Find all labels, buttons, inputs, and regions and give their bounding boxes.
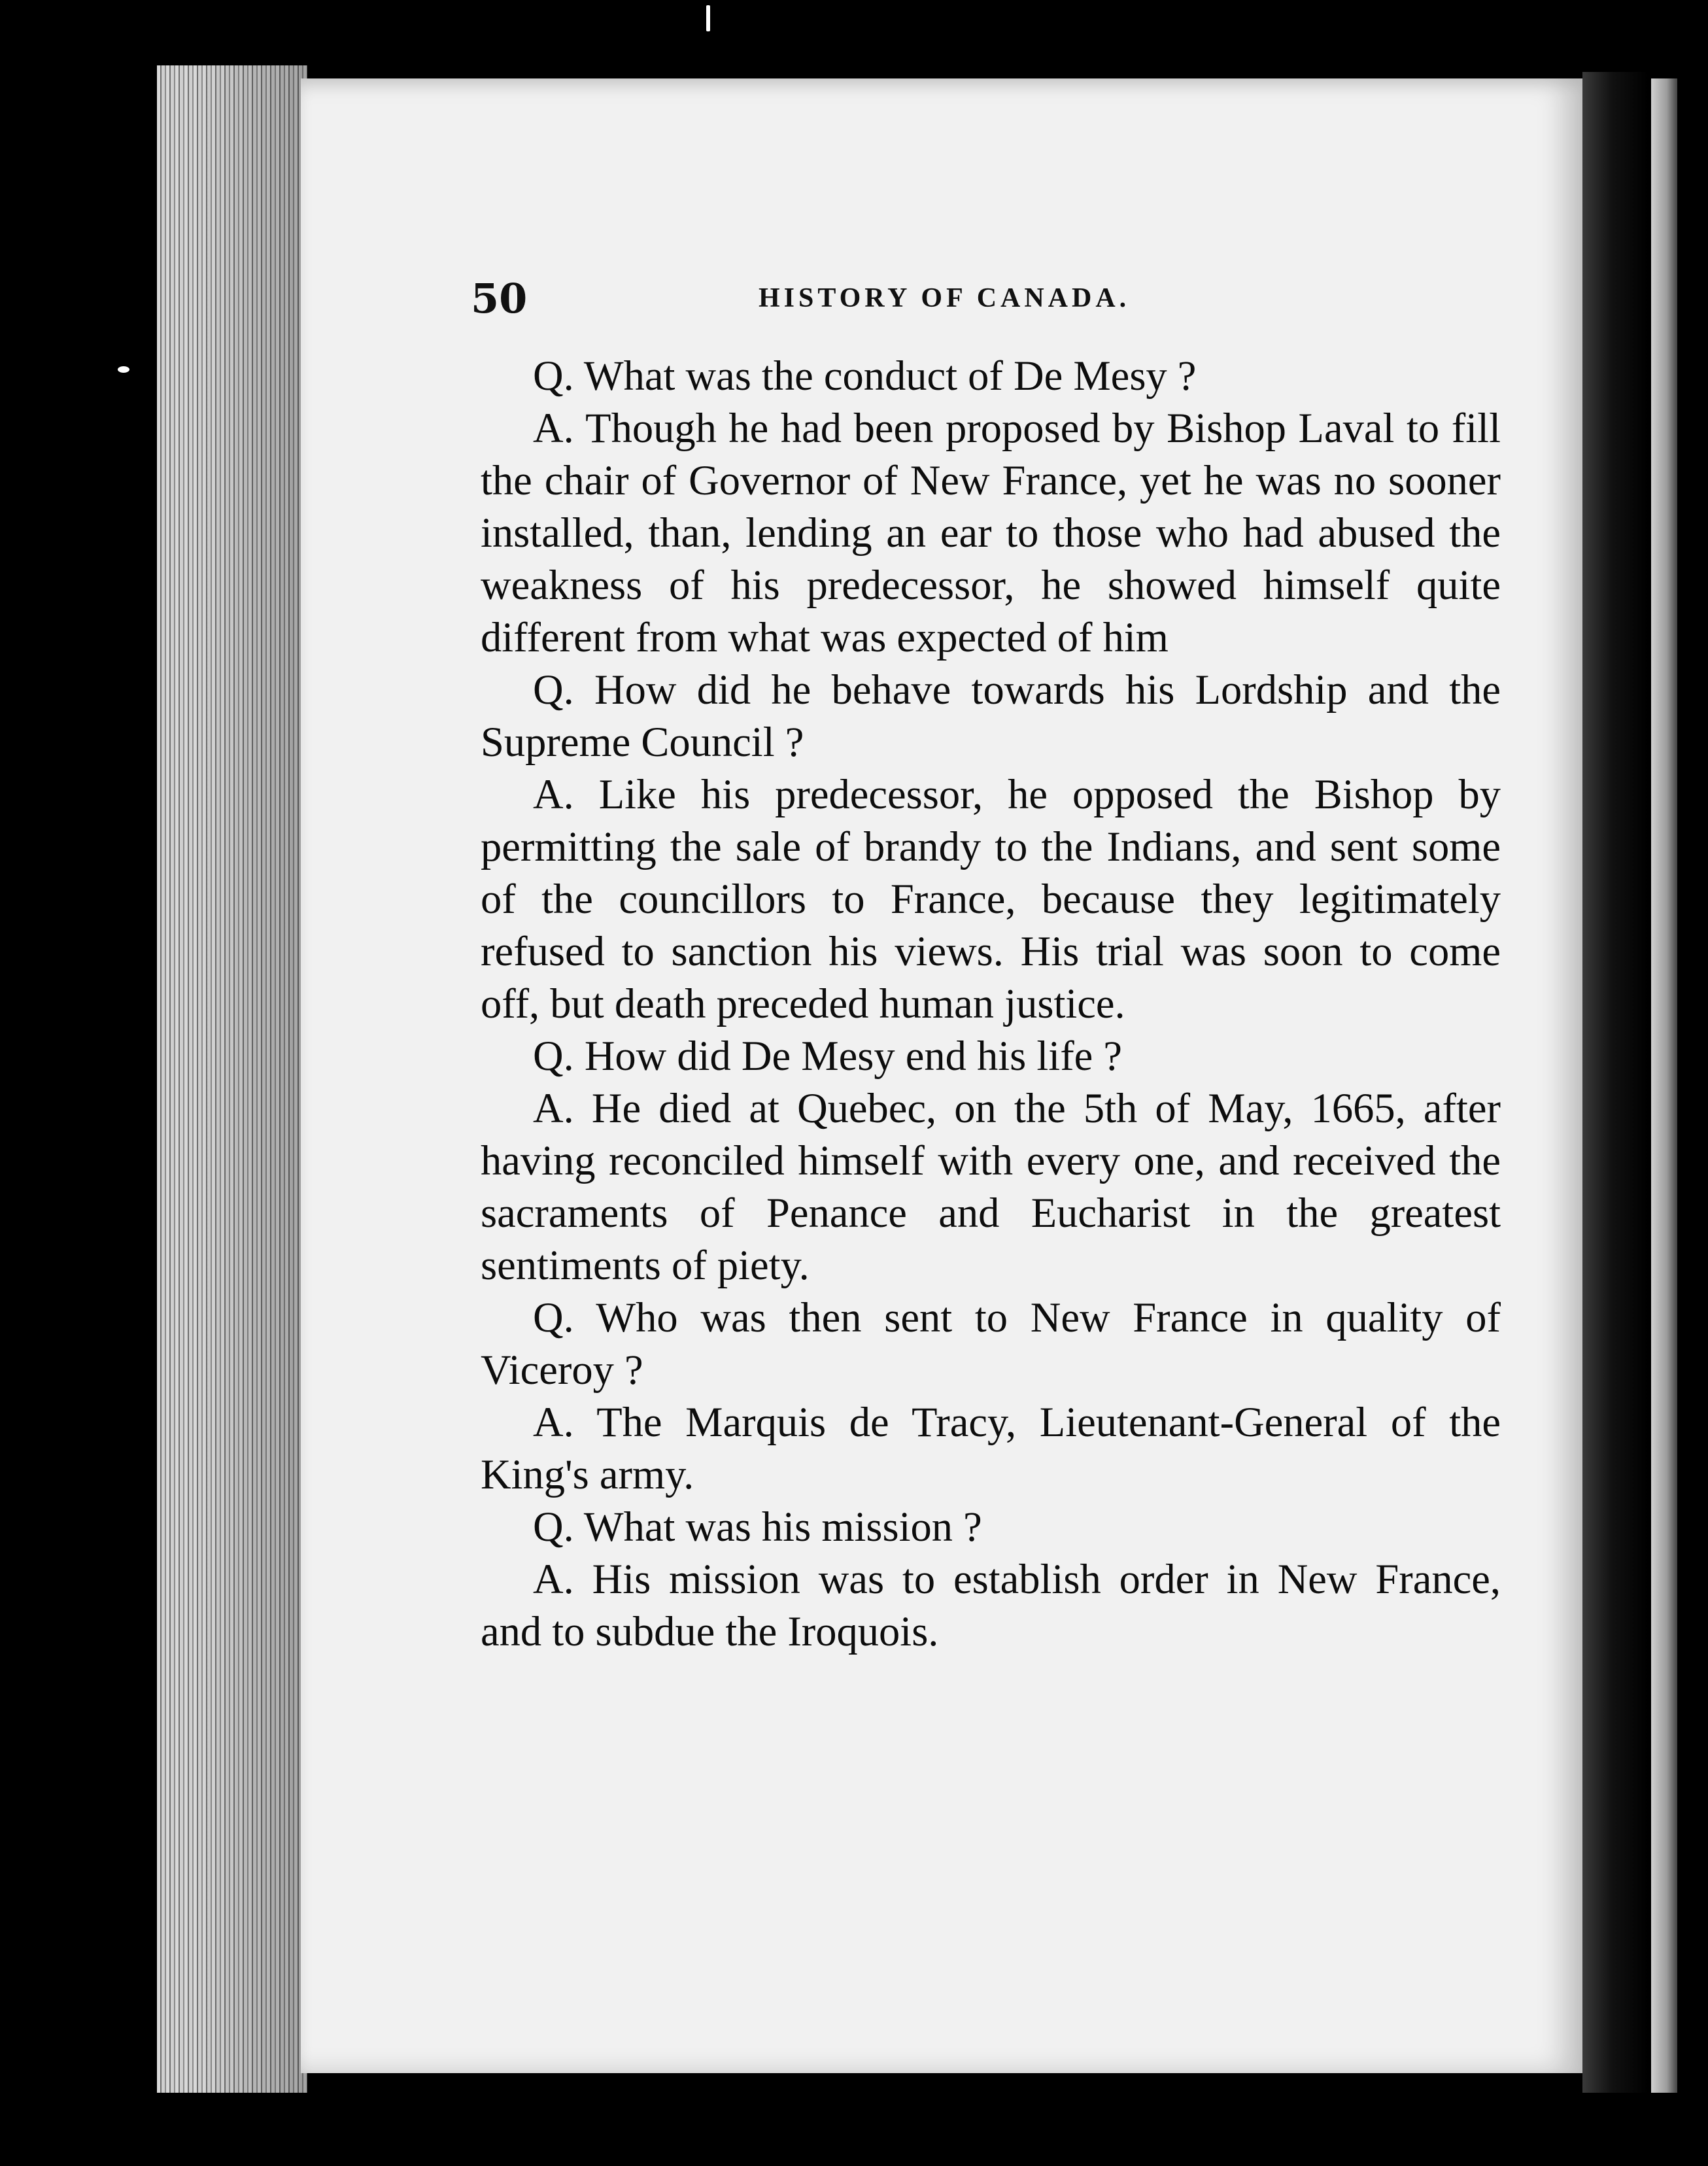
paragraph-text: Though he had been proposed by Bishop Laval to fill the chair of Governor of New France, yet he was no sooner installed, than, lending an ear to those who had abused the weakness of his predecessor, he showed himself quite different from what was expected of him	[481, 405, 1501, 661]
question-label: Q.	[533, 1033, 574, 1079]
page-number: 50	[471, 275, 528, 322]
answer-label: A.	[533, 405, 574, 451]
book-gutter	[1582, 72, 1648, 2093]
answer-label: A.	[533, 1556, 574, 1602]
question-label: Q.	[533, 1504, 574, 1550]
answer-label: A.	[533, 771, 574, 817]
paragraph-text: How did De Mesy end his life ?	[584, 1033, 1123, 1079]
paragraph-text: What was his mission ?	[583, 1504, 982, 1550]
question-paragraph	[481, 1292, 1501, 1396]
answer-paragraph	[481, 1082, 1501, 1292]
paragraph-text: He died at Quebec, on the 5th of May, 1665, after having reconciled himself with every one, and received the sacraments of Penance and Eucharist in the greatest sentiments of piety.	[481, 1085, 1501, 1288]
answer-paragraph	[481, 768, 1501, 1030]
page-edges-shadow	[196, 62, 307, 2096]
question-paragraph	[481, 664, 1501, 768]
answer-paragraph	[481, 402, 1501, 664]
paragraph-text: How did he behave towards his Lordship and the Supreme Council ?	[481, 666, 1501, 765]
page-header	[471, 275, 1386, 327]
paragraph-text: Who was then sent to New France in quality of Viceroy ?	[481, 1294, 1501, 1393]
running-head: HISTORY OF CANADA.	[759, 283, 1131, 313]
page-body	[481, 350, 1501, 1658]
question-paragraph	[481, 1030, 1501, 1082]
question-paragraph	[481, 1501, 1501, 1553]
answer-paragraph	[481, 1553, 1501, 1658]
paragraph-text: Like his predecessor, he opposed the Bishop by permitting the sale of brandy to the Indians, and sent some of the councillors to France, because they legitimately refused to sanction his views. His trial was soon to come off, but death preceded human justice.	[481, 771, 1501, 1027]
paragraph-text: The Marquis de Tracy, Lieutenant-General of the King's army.	[481, 1399, 1501, 1498]
question-label: Q.	[533, 666, 574, 713]
answer-paragraph	[481, 1396, 1501, 1501]
answer-label: A.	[533, 1399, 574, 1445]
dust-speck	[706, 5, 710, 31]
question-label: Q.	[533, 1294, 574, 1341]
question-paragraph	[481, 350, 1501, 402]
facing-page-edge	[1651, 78, 1677, 2093]
question-label: Q.	[533, 352, 574, 399]
answer-label: A.	[533, 1085, 574, 1131]
dust-speck	[118, 366, 129, 373]
paragraph-text: What was the conduct of De Mesy ?	[583, 352, 1197, 399]
paragraph-text: His mission was to establish order in New France, and to subdue the Iroquois.	[481, 1556, 1501, 1655]
